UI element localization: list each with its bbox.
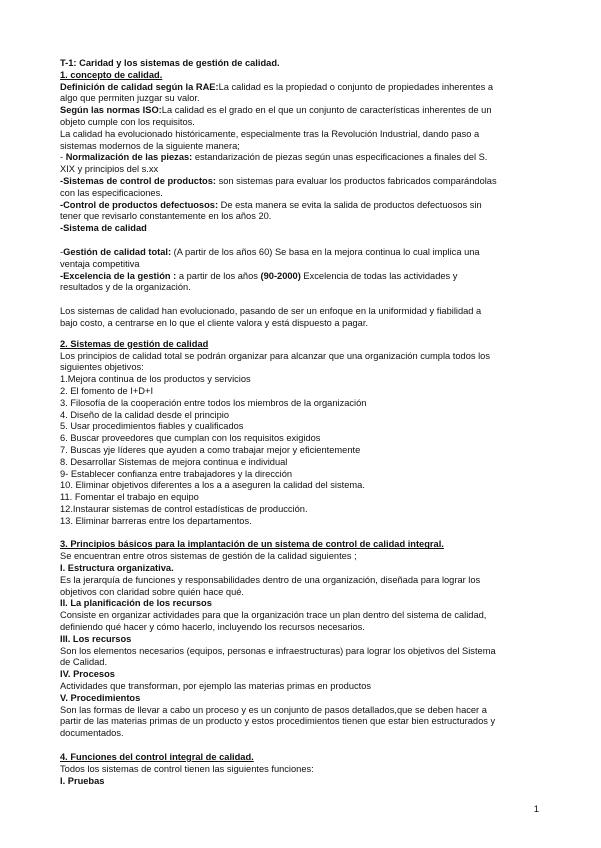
total-quality-prefix: - <box>60 246 64 257</box>
evolution-text-cont: sistemas modernos de la siguiente manera; <box>60 140 240 151</box>
excellence-text-b: Excelencia de todas las actividades y <box>300 270 458 281</box>
product-control-text: son sistemas para evaluar los productos fabricados comparándolas <box>216 175 497 186</box>
defective-control-label: -Control de productos defectuosos: <box>60 199 219 210</box>
procedures-heading: V. Procedimientos <box>60 692 141 703</box>
planning-text: Consiste en organizar actividades para que la organización trace un plan dentro del sistema de calidad, <box>60 610 487 621</box>
objective-item: 2. El fomento de I+D+I <box>60 385 154 396</box>
structure-text: Es la jerarquía de funciones y responsabilidades dentro de una organización, diseñada para lograr los <box>60 574 481 585</box>
total-quality-text: (A partir de los años 60) Se basa en la mejora continua lo cual implica una <box>171 246 480 257</box>
procedures-text-cont: partir de las materias primas de un producto y estos procedimientos tienen que estar bien estructurados y <box>60 716 496 727</box>
objective-item: 7. Buscas yje líderes que ayuden a como trabajar mejor y eficientemente <box>60 444 361 455</box>
planning-text-cont: definiendo qué hacer y cómo hacerlo, incluyendo los recursos necesarios. <box>60 622 365 633</box>
resources-heading: III. Los recursos <box>60 633 132 644</box>
resources-text-cont: de Calidad. <box>60 657 108 668</box>
defective-control-text: De esta manera se evita la salida de productos defectuosos sin <box>218 199 482 210</box>
objective-item: 5. Usar procedimientos fiables y cualificados <box>60 421 244 432</box>
planning-heading: II. La planificación de los recursos <box>60 598 212 609</box>
section-4-intro: Todos los sistemas de control tienen las siguientes funciones: <box>60 763 314 774</box>
rae-text-cont: algo que permiten juzgar su valor. <box>60 93 200 104</box>
excellence-item <box>60 271 544 283</box>
objective-item: 10. Eliminar objetivos diferentes a los a a aseguren la calidad del sistema. <box>60 480 365 491</box>
product-control-label: -Sistemas de control de productos: <box>60 175 217 186</box>
defective-control-text-cont: tener que revisarlo constantemente en los años 20. <box>60 211 272 222</box>
section-3-intro: Se encuentran entre otros sistemas de gestión de la calidad siguientes ; <box>60 551 357 562</box>
excellence-text-a: a partir de los años <box>176 270 261 281</box>
objective-item: 13. Eliminar barreras entre los departamentos. <box>60 515 252 526</box>
processes-heading: IV. Procesos <box>60 669 115 680</box>
resources-text: Son los elementos necesarios (equipos, personas e infraestructuras) para lograr los objetivos del Sistema <box>60 645 496 656</box>
procedures-text-cont-2: documentados. <box>60 728 124 739</box>
iso-text: La calidad es el grado en el que un conjunto de características inherentes de un <box>161 105 492 116</box>
iso-label: Según las normas ISO: <box>60 105 162 116</box>
defective-control-item <box>60 200 544 212</box>
excellence-text-cont: resultados y de la organización. <box>60 282 191 293</box>
normalization-label: Normalización de las piezas: <box>65 152 193 163</box>
excellence-years: (90-2000) <box>260 270 301 281</box>
rae-definition <box>60 82 544 94</box>
quality-system-label: -Sistema de calidad <box>60 223 147 234</box>
objective-item: 12.Instaurar sistemas de control estadísticas de producción. <box>60 503 308 514</box>
section-1-heading: 1. concepto de calidad. <box>60 69 163 80</box>
total-quality-item <box>60 247 544 259</box>
product-control-text-cont: con las especificaciones. <box>60 187 163 198</box>
structure-heading: I. Estructura organizativa. <box>60 563 174 574</box>
tests-heading: I. Pruebas <box>60 775 105 786</box>
rae-text: La calidad es la propiedad o conjunto de propiedades inherentes a <box>218 81 494 92</box>
summary-paragraph: Los sistemas de calidad han evolucionado, pasando de ser un enfoque en la uniformidad y fiabilidad a <box>60 306 482 317</box>
structure-text-cont: objetivos con claridad sobre quién hace qué. <box>60 586 244 597</box>
procedures-text: Son las formas de llevar a cabo un proceso y es un conjunto de pasos detallados,que se deben hacer a <box>60 704 487 715</box>
iso-definition <box>60 105 544 117</box>
objective-item: 11. Fomentar el trabajo en equipo <box>60 492 199 503</box>
iso-text-cont: objeto cumple con los requisitos. <box>60 116 195 127</box>
section-4-heading: 4. Funciones del control integral de calidad. <box>60 752 254 763</box>
product-control-item <box>60 176 544 188</box>
excellence-label: -Excelencia de la gestión : <box>60 270 177 281</box>
objective-item: 3. Filosofía de la cooperación entre todos los miembros de la organización <box>60 397 367 408</box>
section-2-intro-cont: siguientes objetivos: <box>60 362 144 373</box>
normalization-prefix: - <box>60 152 66 163</box>
total-quality-label: Gestión de calidad total: <box>63 246 172 257</box>
section-2-heading: 2. Sistemas de gestión de calidad <box>60 338 209 349</box>
document-page <box>60 58 544 787</box>
objective-item: 4. Diseño de la calidad desde el principio <box>60 409 230 420</box>
document-title: T-1: Caridad y los sistemas de gestión de calidad. <box>60 58 280 68</box>
total-quality-text-cont: ventaja competitiva <box>60 258 140 269</box>
rae-label: Definición de calidad según la RAE: <box>60 81 219 92</box>
section-2-intro: Los principios de calidad total se podrán organizar para alcanzar que una organización cumpla todos los <box>60 350 490 361</box>
evolution-text: La calidad ha evolucionado históricamente, especialmente tras la Revolución Industrial, dando paso a <box>60 128 480 139</box>
summary-paragraph-cont: bajo costo, a centrarse en lo que el cliente valora y está dispuesto a pagar. <box>60 317 369 328</box>
objective-item: 1.Mejora continua de los productos y servicios <box>60 374 251 385</box>
objective-item: 8. Desarrollar Sistemas de mejora continua e individual <box>60 456 288 467</box>
processes-text: Actividades que transforman, por ejemplo las materias primas en productos <box>60 681 372 692</box>
normalization-item <box>60 152 544 164</box>
objective-item: 6. Buscar proveedores que cumplan con los requisitos exigidos <box>60 433 321 444</box>
normalization-text-cont: XIX y principios del s.xx <box>60 164 159 175</box>
section-3-heading: 3. Principios básicos para la implantación de un sistema de control de calidad integral. <box>60 539 444 550</box>
normalization-text: estandarización de piezas según unas especificaciones a finales del S. <box>192 152 488 163</box>
page-number: 1 <box>533 804 539 815</box>
objective-item: 9- Establecer confianza entre trabajadores y la dirección <box>60 468 293 479</box>
